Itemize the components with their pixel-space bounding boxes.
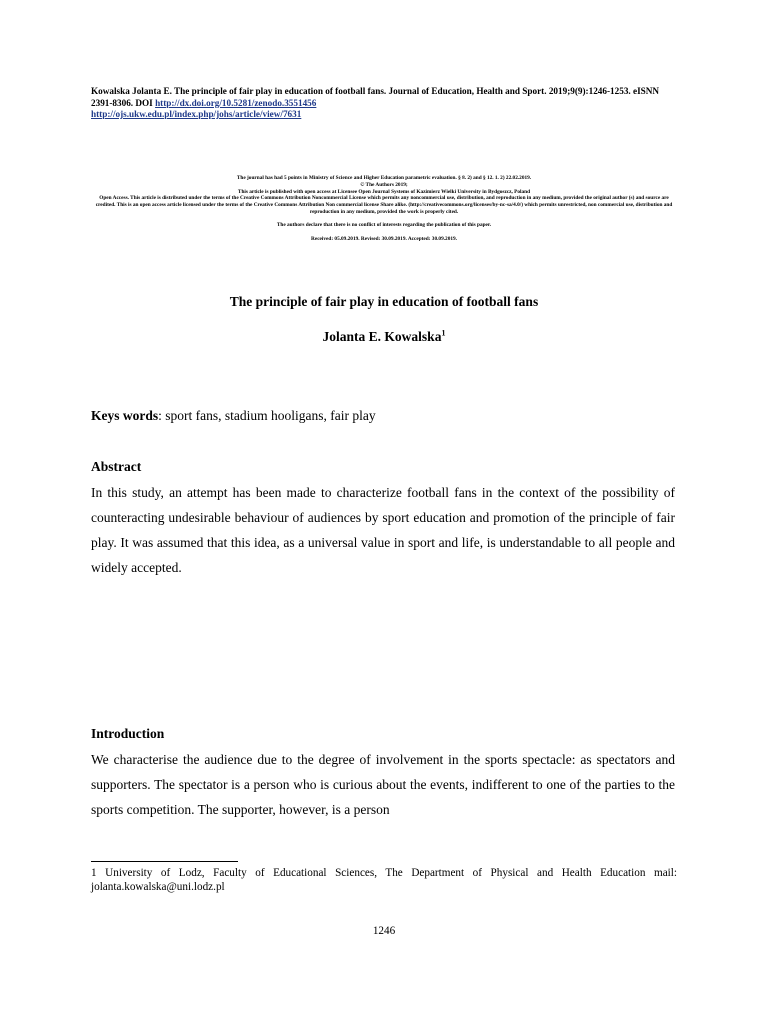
citation-block (91, 86, 681, 121)
keywords (91, 408, 677, 424)
notice-copyright: © The Authors 2019; (360, 181, 408, 188)
doi-link[interactable]: http://dx.doi.org/10.5281/zenodo.3551456 (155, 97, 317, 108)
author-footnote-marker: 1 (441, 328, 446, 338)
keywords-separator: : (158, 408, 166, 423)
introduction-heading: Introduction (91, 726, 165, 741)
page-number: 1246 (372, 925, 396, 937)
abstract-heading: Abstract (91, 459, 142, 474)
notice-points: The journal has had 5 points in Ministry of Science and Higher Education parametric evaluation. § 8. 2) and § 12. 1. 2) 22.02.2019. (236, 175, 532, 181)
author-name: Jolanta E. Kowalska (322, 329, 442, 344)
footnote-divider (91, 861, 238, 862)
article-title: The principle of fair play in education of football fans (229, 294, 539, 309)
notice-dates: Received: 05.09.2019. Revised: 30.09.2019. Accepted: 30.09.2019. (311, 235, 457, 242)
notice-conflict: The authors declare that there is no conflict of interests regarding the publication of this paper. (276, 222, 492, 229)
citation-text: Kowalska Jolanta E. The principle of fair play in education of football fans. Journal of Education, Health and Sport. 2019;9(9):1246-1253. eISNN 2391-8306. DOI (91, 86, 660, 108)
keywords-label: Keys words (91, 408, 159, 423)
introduction-text: We characterise the audience due to the degree of involvement in the sports spectacle: as spectators and supporters. The spectator is a person who is curious about the events, indifferent to one of the parties to the sports competition. The supporter, however, is a person (91, 752, 675, 817)
footnote: 1 University of Lodz, Faculty of Educational Sciences, The Department of Physical and Health Education mail: jolanta.kowalska@uni.lodz.pl (91, 867, 677, 893)
keywords-text: sport fans, stadium hooligans, fair play (165, 408, 376, 423)
article-author (91, 329, 677, 345)
article-link[interactable]: http://ojs.ukw.edu.pl/index.php/johs/article/view/7631 (91, 109, 302, 119)
journal-notice (91, 175, 677, 242)
notice-license: Open Access. This article is distributed under the terms of the Creative Commons Attribution Noncommercial License which permits any noncommercial use, distribution, and reproduction in any medium, provided the original author (s) and source are credited. This is an open access article licensed under the terms of the Creative Commons Attribution Non commercial license Share alike. (http://creativecommons.org/licenses/by-nc-sa/4.0/) which permits unrestricted, non commercial use, distribution and reproduction in any medium, provided the work is properly cited. (95, 195, 673, 215)
notice-published: This article is published with open access at Licensee Open Journal Systems of Kazimierz Wielki University in Bydgoszcz, Poland (237, 188, 531, 195)
abstract-text: In this study, an attempt has been made to characterize football fans in the context of the possibility of counteracting undesirable behaviour of audiences by sport education and promotion of the principle of fair play. It was assumed that this idea, as a universal value in sport and life, is understandable to all people and widely accepted. (91, 485, 675, 575)
